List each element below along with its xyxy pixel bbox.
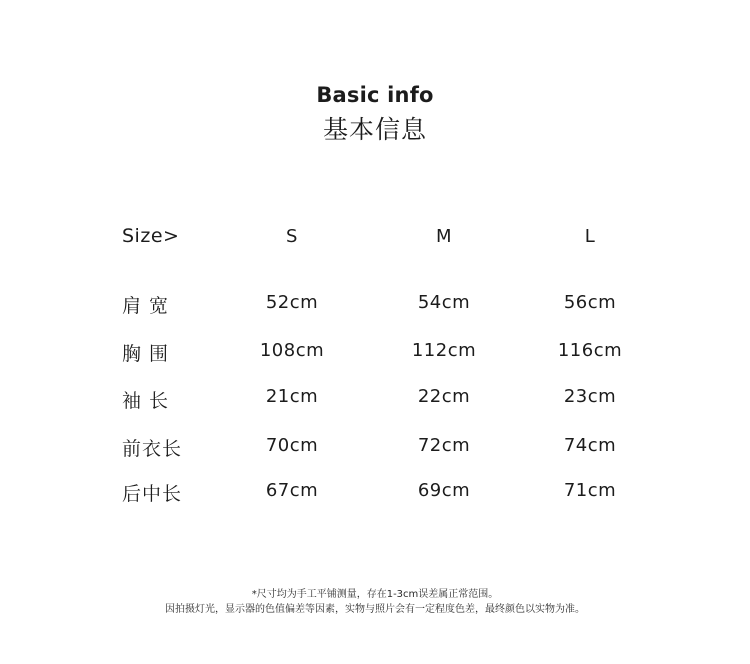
table-cell: 72cm [417,435,471,456]
title-english: Basic info [316,83,434,107]
column-header-s: S [286,226,298,247]
measurement-note: *尺寸均为手工平铺测量，存在1-3cm误差属正常范围。 [251,589,499,600]
table-cell: 71cm [563,480,617,501]
table-cell: 52cm [265,292,319,313]
size-label: Size> [122,225,180,247]
table-cell: 108cm [259,340,325,361]
table-cell: 70cm [265,435,319,456]
table-cell: 116cm [557,340,623,361]
table-cell: 54cm [417,292,471,313]
table-cell: 112cm [411,340,477,361]
column-header-l: L [584,226,596,247]
table-cell: 21cm [265,386,319,407]
color-note: 因拍摄灯光，显示器的色值偏差等因素，实物与照片会有一定程度色差，最终颜色以实物为准。 [165,604,585,615]
column-header-m: M [435,226,453,247]
row-label: 肩 宽 [122,295,170,317]
table-cell: 69cm [417,480,471,501]
title-chinese: 基本信息 [322,115,427,144]
table-cell: 56cm [563,292,617,313]
table-cell: 23cm [563,386,617,407]
row-label: 袖 长 [122,390,170,412]
table-cell: 22cm [417,386,471,407]
table-cell: 74cm [563,435,617,456]
table-cell: 67cm [265,480,319,501]
row-label: 前衣长 [122,438,183,460]
row-label: 胸 围 [122,343,170,365]
row-label: 后中长 [122,483,183,505]
